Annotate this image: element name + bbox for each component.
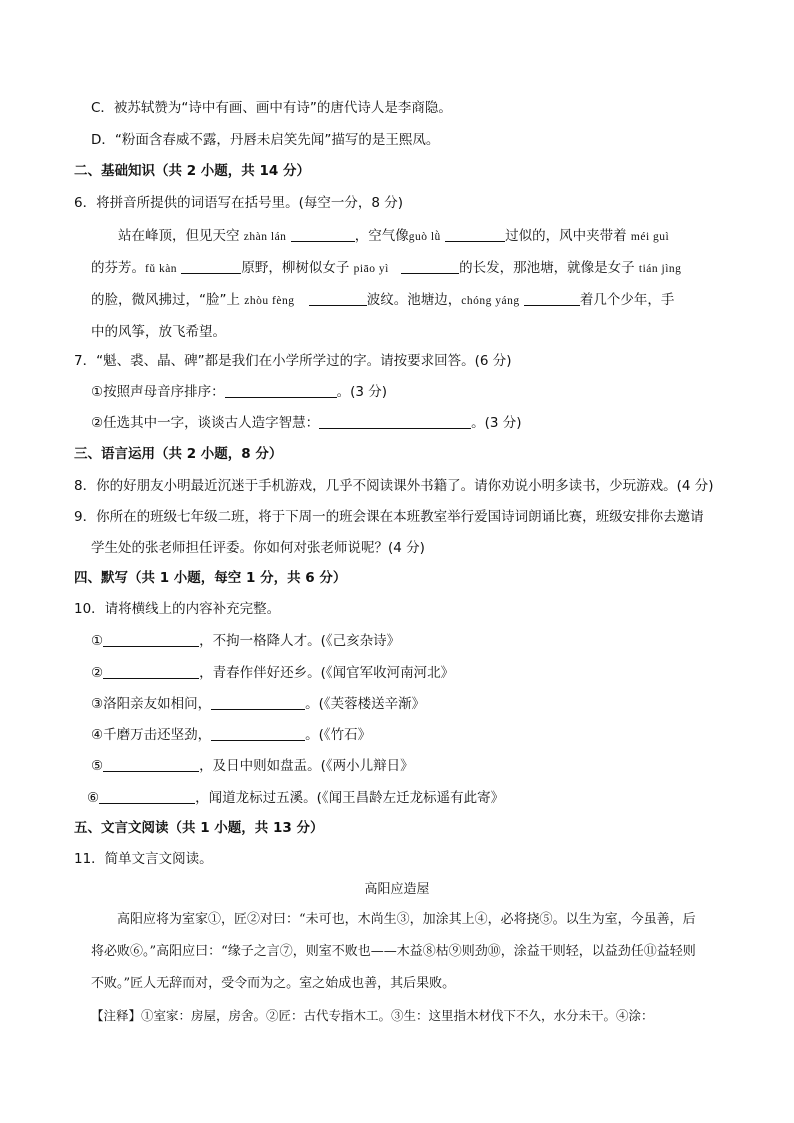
item-number: ② (91, 665, 104, 681)
q6-text: ，空气像 (354, 228, 409, 244)
answer-blank[interactable] (103, 757, 199, 772)
passage-title: 高阳应造屋 (364, 882, 430, 897)
q9-line-2: 学生处的张老师担任评委。你如何对张老师说呢？(4 分) (91, 540, 425, 556)
q5-option-d: D．“粉面含春威不露，丹唇未启笑先闻”描写的是王熙凤。 (91, 132, 440, 148)
passage-line: 高阳应将为室家①，匠②对曰：“未可也，木尚生③，加涂其上④，必将挠⑤。以生为室，今虽善，后 (117, 912, 696, 927)
q8: 8．你的好朋友小明最近沉迷于手机游戏，几乎不阅读课外书籍了。请你劝说小明多读书，少玩游戏。(4 分) (74, 478, 714, 494)
q6-text: 的长发，那池塘，就像是女子 (459, 260, 639, 276)
item-text: ，不拘一格降人才。(《己亥杂诗》 (199, 633, 401, 649)
q6-text: 原野，柳树似女子 (241, 260, 354, 276)
passage-line: 将必败⑥。”高阳应曰：“缘子之言⑦，则室不败也——木益⑧枯⑨则劲⑩，涂益干则轻，以益劲任⑪益轻则 (91, 944, 696, 959)
answer-blank[interactable] (309, 291, 367, 306)
answer-blank[interactable] (103, 664, 199, 679)
q6-line-1 (118, 226, 669, 247)
q9-line-1: 9．你所在的班级七年级二班，将于下周一的班会课在本班教室举行爱国诗词朗诵比赛，班级安排你去邀请 (74, 509, 704, 525)
q6-line-2 (91, 258, 681, 279)
q10-stem: 10．请将横线上的内容补充完整。 (74, 601, 281, 617)
section-3-heading: 三、语言运用（共 2 小题，8 分） (74, 446, 283, 462)
answer-blank[interactable] (445, 227, 505, 242)
answer-blank[interactable] (103, 632, 199, 647)
q7-sub-1-text: ①按照声母音序排序： (91, 384, 225, 400)
dictation-item (91, 725, 371, 745)
q6-text: 的脸，微风拂过，“脸”上 (91, 292, 245, 308)
dictation-item (91, 631, 400, 651)
answer-blank[interactable] (524, 291, 580, 306)
pinyin: méi guì (630, 231, 670, 243)
item-text: 洛阳亲友如相问， (103, 696, 212, 712)
q6-stem: 6．将拼音所提供的词语写在括号里。(每空一分，8 分) (74, 195, 404, 211)
q7-sub-2-text: ②任选其中一字，谈谈古人造字智慧： (91, 415, 320, 431)
answer-blank[interactable] (211, 695, 305, 710)
q7-sub-1-score: 。(3 分) (336, 384, 388, 400)
dictation-item (91, 694, 425, 714)
section-2-heading: 二、基础知识（共 2 小题，共 14 分） (74, 163, 310, 179)
item-text: ，闻道龙标过五溪。(《闻王昌龄左迁龙标遥有此寄》 (195, 790, 505, 806)
dictation-item (91, 756, 414, 776)
q7-sub-2 (91, 413, 522, 433)
answer-blank[interactable] (99, 789, 195, 804)
pinyin: chóng yáng (461, 295, 520, 307)
pinyin: guò lǜ (408, 231, 441, 243)
item-text: ，及日中则如盘盂。(《两小儿辩日》 (199, 758, 414, 774)
q7-sub-1 (91, 382, 387, 402)
section-5-heading: 五、文言文阅读（共 1 小题，共 13 分） (74, 820, 324, 836)
answer-blank[interactable] (401, 259, 459, 274)
pinyin: piāo yì (353, 263, 389, 275)
item-number: ① (91, 633, 104, 649)
annotation-note: 【注释】①室家：房屋，房舍。②匠：古代专指木工。③生：这里指木材伐下不久，水分未干。④涂： (91, 1008, 654, 1023)
q5-option-c: C．被苏轼赞为“诗中有画、画中有诗”的唐代诗人是李商隐。 (91, 100, 452, 116)
q7-sub-2-score: 。(3 分) (471, 415, 522, 431)
pinyin: zhòu fèng (244, 295, 295, 307)
q6-text: 着几个少年，手 (579, 292, 675, 308)
q6-text: 波纹。池塘边， (366, 292, 462, 308)
item-text: ，青春作伴好还乡。(《闻官军收河南河北》 (199, 665, 455, 681)
q6-text: 的芬芳。 (91, 260, 145, 276)
q6-text: 过似的，风中夹带着 (505, 228, 631, 244)
answer-blank[interactable] (291, 227, 355, 242)
pinyin: fǔ kàn (145, 263, 178, 275)
pinyin: tián jìng (638, 263, 682, 275)
dictation-item (91, 663, 454, 683)
answer-blank[interactable] (225, 383, 337, 398)
q6-line-4: 中的风筝，放飞希望。 (91, 324, 226, 340)
q11-stem: 11．简单文言文阅读。 (74, 851, 213, 867)
item-number: ④ (91, 727, 104, 743)
item-text: 千磨万击还坚劲， (103, 727, 212, 743)
answer-blank[interactable] (211, 726, 305, 741)
q6-line-3 (91, 290, 674, 311)
item-text: 。(《竹石》 (305, 727, 372, 743)
section-4-heading: 四、默写（共 1 小题，每空 1 分，共 6 分） (74, 570, 347, 586)
pinyin: zhàn lán (243, 231, 287, 243)
dictation-item (87, 788, 504, 808)
passage-line: 不败。”匠人无辞而对，受令而为之。室之始成也善，其后果败。 (91, 976, 456, 991)
item-number: ⑤ (91, 758, 104, 774)
answer-blank[interactable] (319, 414, 471, 429)
answer-blank[interactable] (181, 259, 241, 274)
item-text: 。(《芙蓉楼送辛渐》 (305, 696, 426, 712)
q6-text: 站在峰顶，但见天空 (118, 228, 244, 244)
item-number: ③ (91, 696, 104, 712)
item-number: ⑥ (87, 790, 100, 806)
q7-stem: 7．“魁、裘、晶、碑”都是我们在小学所学过的字。请按要求回答。(6 分) (74, 353, 512, 369)
